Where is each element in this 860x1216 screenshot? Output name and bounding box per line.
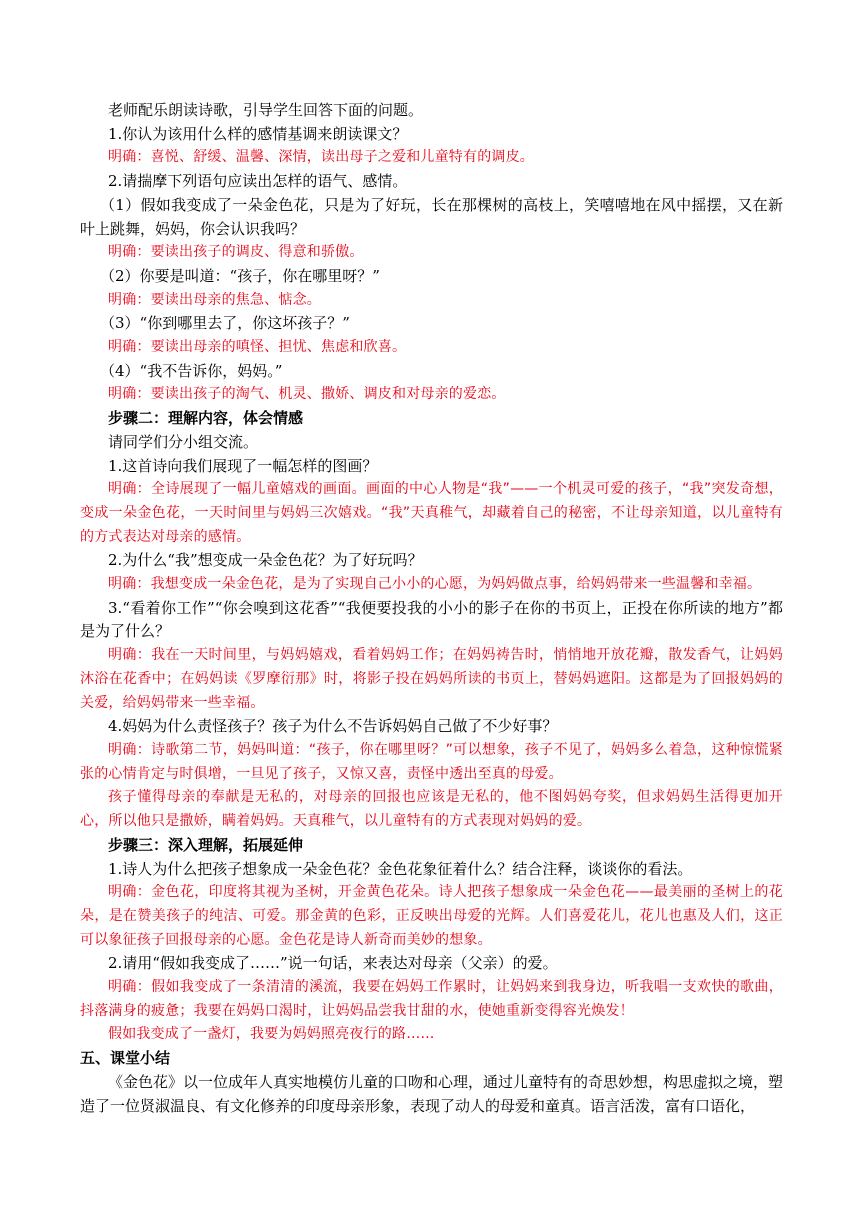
- answer: 明确：喜悦、舒缓、温馨、深情，读出母子之爱和儿童特有的调皮。: [108, 149, 534, 166]
- answer: 明确：金色花，印度将其视为圣树，开金黄色花朵。诗人把孩子想象成一朵金色花——最美丽的圣树上的花朵，是在赞美孩子的纯洁、可爱。那金黄的色彩，正反映出母爱的光辉。人们喜爱花儿，花儿也惠及人们，这正可以象征孩子回报母亲的心愿。金色花是诗人新奇而美妙的想象。: [80, 884, 783, 948]
- answer: 明确：要读出孩子的淘气、机灵、撒娇、调皮和对母亲的爱恋。: [108, 386, 506, 403]
- answer: 明确：假如我变成了一条清清的溪流，我要在妈妈工作累时，让妈妈来到我身边，听我唱一支欢快的歌曲，抖落满身的疲惫；我要在妈妈口渴时，让妈妈品尝我甘甜的水，使她重新变得容光焕发！: [80, 979, 783, 1019]
- document-page: [80, 99, 783, 1118]
- answer: 假如我变成了一盏灯，我要为妈妈照亮夜行的路……: [108, 1026, 435, 1043]
- question: 2.为什么“我”想变成一朵金色花？为了好玩吗？: [108, 551, 423, 570]
- step-heading: 步骤三：深入理解，拓展延伸: [108, 835, 304, 854]
- paragraph: 请同学们分小组交流。: [108, 432, 259, 451]
- question: 3.“看着你工作”“你会嗅到这花香”“我便要投我的小小的影子在你的书页上，正投在你所读的地方”都是为了什么？: [80, 598, 783, 641]
- question: 1.这首诗向我们展现了一幅怎样的图画？: [108, 456, 378, 475]
- sub-question: （4）“我不告诉你，妈妈。”: [100, 361, 283, 380]
- sub-question: （2）你要是叫道：“孩子，你在哪里呀？”: [100, 266, 380, 285]
- answer: 明确：要读出孩子的调皮、得意和骄傲。: [108, 244, 364, 261]
- answer: 明确：我在一天时间里，与妈妈嬉戏，看着妈妈工作；在妈妈祷告时，悄悄地开放花瓣，散发香气，让妈妈沐浴在花香中；在妈妈读《罗摩衍那》时，将影子投在妈妈所读的书页上，替妈妈遮阳。这都是为了回报妈妈的关爱，给妈妈带来一些幸福。: [80, 647, 783, 711]
- answer: 明确：全诗展现了一幅儿童嬉戏的画面。画面的中心人物是“我”——一个机灵可爱的孩子，“我”突发奇想，变成一朵金色花，一天时间里与妈妈三次嬉戏。“我”天真稚气，却藏着自己的秘密，不让母亲知道，以儿童特有的方式表达对母亲的感情。: [80, 481, 783, 545]
- answer: 明确：诗歌第二节，妈妈叫道：“孩子，你在哪里呀？”可以想象，孩子不见了，妈妈多么着急，这种惊慌紧张的心情肯定与时俱增，一旦见了孩子，又惊又喜，责怪中透出至真的母爱。: [80, 741, 783, 782]
- paragraph: 老师配乐朗读诗歌，引导学生回答下面的问题。: [108, 101, 424, 119]
- answer: 孩子懂得母亲的奉献是无私的，对母亲的回报也应该是无私的，他不图妈妈夸奖，但求妈妈生活得更加开心，所以他只是撒娇，瞒着妈妈。天真稚气，以儿童特有的方式表现对妈妈的爱。: [80, 789, 783, 830]
- question: 1.你认为该用什么样的感情基调来朗读课文？: [108, 124, 408, 143]
- question: 1.诗人为什么把孩子想象成一朵金色花？金色花象征着什么？结合注释，谈谈你的看法。: [108, 859, 693, 878]
- answer: 明确：要读出母亲的嗔怪、担忧、焦虑和欣喜。: [108, 339, 407, 356]
- sub-question: （1）假如我变成了一朵金色花，只是为了好玩，长在那棵树的高枝上，笑嘻嘻地在风中摇摆，又在新叶上跳舞，妈妈，你会认识我吗？: [80, 195, 783, 238]
- answer: 明确：要读出母亲的焦急、惦念。: [108, 291, 321, 308]
- question: 4.妈妈为什么责怪孩子？孩子为什么不告诉妈妈自己做了不少好事？: [108, 717, 558, 736]
- sub-question: （3）“你到哪里去了，你这坏孩子？”: [100, 314, 350, 333]
- step-heading: 步骤二：理解内容，体会情感: [108, 409, 304, 428]
- question: 2.请用“假如我变成了……”说一句话，来表达对母亲（父亲）的爱。: [108, 954, 558, 973]
- answer: 明确：我想变成一朵金色花，是为了实现自己小小的心愿，为妈妈做点事，给妈妈带来一些温馨和幸福。: [108, 576, 762, 593]
- section-heading: 五、课堂小结: [80, 1049, 171, 1068]
- question: 2.请揣摩下列语句应读出怎样的语气、感情。: [108, 172, 408, 191]
- paragraph: 《金色花》以一位成年人真实地模仿儿童的口吻和心理，通过儿童特有的奇思妙想，构思虚拟之境，塑造了一位贤淑温良、有文化修养的印度母亲形象，表现了动人的母爱和童真。语言活泼，富有口语化，: [80, 1072, 784, 1115]
